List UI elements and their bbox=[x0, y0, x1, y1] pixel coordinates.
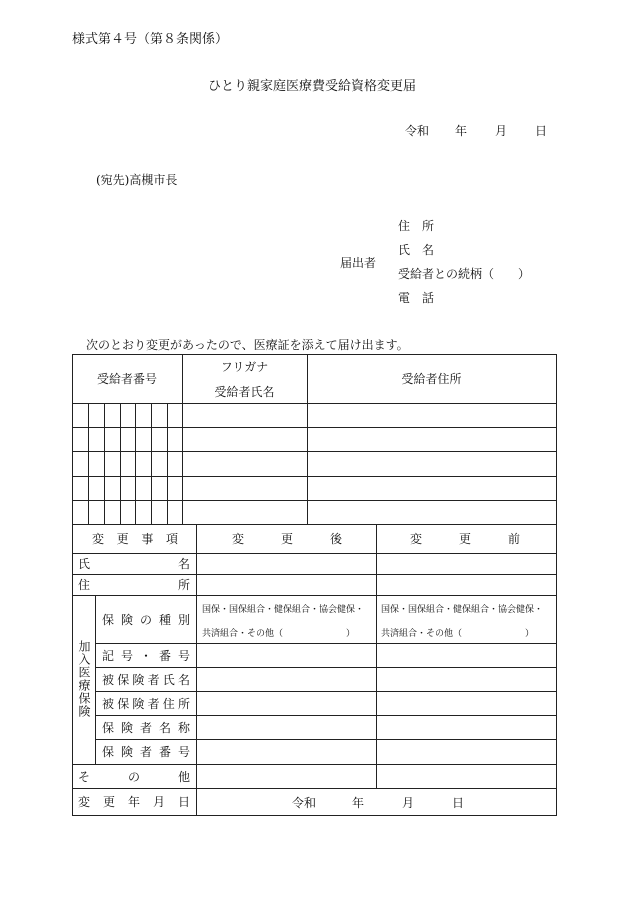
insured-person-address-label: 被 保 険 者 住 所 bbox=[102, 696, 190, 711]
after-change-header: 変 更 後 bbox=[232, 532, 342, 546]
form-title: ひとり親家庭医療費受給資格変更届 bbox=[208, 79, 417, 94]
applicant-label: 届出者 bbox=[340, 256, 377, 270]
change-item-header: 変 更 事 項 bbox=[92, 532, 178, 546]
insurer-name-label: 保 険 者 名 称 bbox=[102, 720, 190, 735]
applicant-name-label: 氏 名 bbox=[398, 243, 435, 257]
insurance-group-label: 加入医療保険 bbox=[77, 640, 91, 718]
date-year: 年 bbox=[455, 124, 468, 138]
insurance-type-options-after-2: 共済組合・その他（ ） bbox=[202, 629, 356, 639]
change-date-month: 月 bbox=[402, 796, 415, 810]
recipient-address-header: 受給者住所 bbox=[401, 372, 462, 386]
applicant-address-label: 住 所 bbox=[398, 219, 435, 233]
before-change-header: 変 更 前 bbox=[410, 532, 520, 546]
change-date-year: 年 bbox=[352, 796, 365, 810]
row-name-label: 氏 名 bbox=[78, 557, 190, 571]
date-era: 令和 bbox=[405, 124, 430, 138]
row-other-label: そ の 他 bbox=[78, 769, 190, 784]
change-date-day: 日 bbox=[452, 796, 465, 810]
insurance-type-options-before-1: 国保・国保組合・健保組合・協会健保・ bbox=[381, 605, 544, 615]
insured-person-name-label: 被 保 険 者 氏 名 bbox=[102, 672, 190, 687]
change-date-era: 令和 bbox=[292, 796, 317, 810]
row-address-label: 住 所 bbox=[78, 578, 190, 592]
row-change-date-label: 変 更 年 月 日 bbox=[78, 795, 190, 809]
form-number: 様式第４号（第８条関係） bbox=[72, 32, 229, 47]
recipient-number-header: 受給者番号 bbox=[96, 372, 157, 386]
furigana-header: フリガナ bbox=[220, 359, 269, 374]
date-day: 日 bbox=[535, 124, 548, 138]
insurance-type-options-after-1: 国保・国保組合・健保組合・協会健保・ bbox=[202, 605, 365, 615]
date-month: 月 bbox=[495, 124, 508, 138]
addressee: (宛先)高槻市長 bbox=[96, 173, 178, 187]
intro-text: 次のとおり変更があったので、医療証を添えて届け出ます。 bbox=[86, 338, 409, 352]
applicant-phone-label: 電 話 bbox=[398, 291, 435, 305]
insurance-type-label: 保 険 の 種 別 bbox=[102, 612, 190, 627]
insurance-type-options-before-2: 共済組合・その他（ ） bbox=[381, 629, 535, 639]
recipient-name-header: 受給者氏名 bbox=[214, 384, 275, 399]
applicant-relation-label: 受給者との続柄（ ） bbox=[398, 267, 531, 281]
insurance-code-label: 記 号 ・ 番 号 bbox=[102, 648, 190, 663]
insurer-number-label: 保 険 者 番 号 bbox=[102, 745, 190, 759]
